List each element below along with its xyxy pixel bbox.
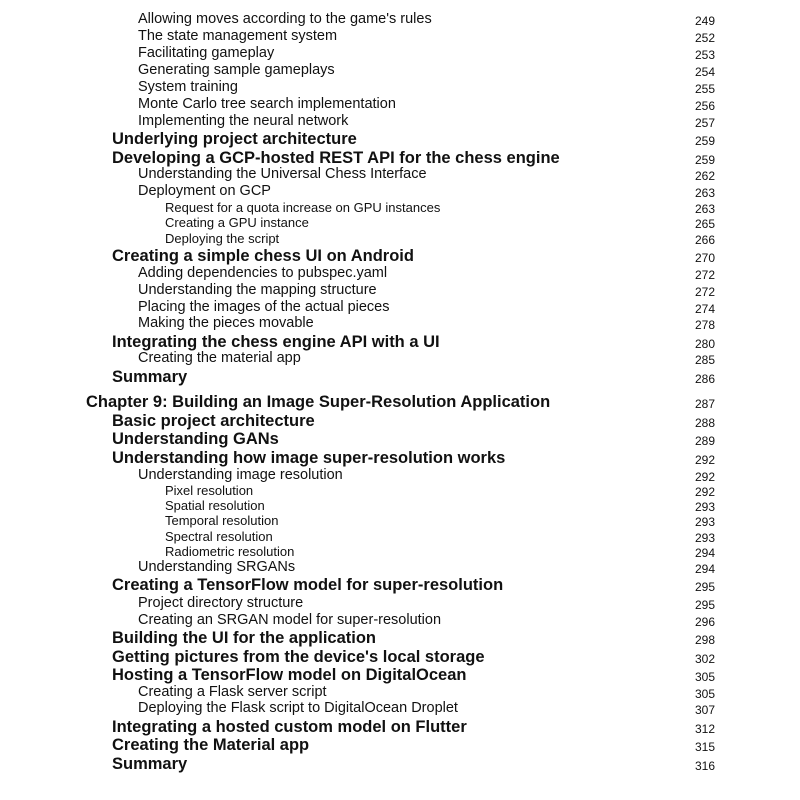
toc-entry-page-number: 293 (694, 531, 715, 545)
toc-entry-title: Implementing the neural network (138, 113, 349, 129)
toc-entry-title: Summary (112, 755, 188, 773)
toc-entry-title: System training (138, 79, 238, 95)
toc-entry-page-number: 305 (694, 687, 715, 701)
toc-entry-page-number: 288 (694, 416, 715, 430)
toc-entry-title: Generating sample gameplays (138, 62, 335, 78)
toc-entry-title: Getting pictures from the device's local storage (112, 648, 485, 666)
toc-entry-title: Integrating the chess engine API with a UI (112, 333, 440, 351)
toc-entry-title: Temporal resolution (165, 513, 279, 528)
toc-entry-page-number: 295 (694, 598, 715, 612)
toc-entry-page-number: 295 (694, 580, 715, 594)
toc-entry-title: Creating a Flask server script (138, 684, 327, 700)
toc-entry-page-number: 292 (694, 470, 715, 484)
toc-entry-page-number: 307 (694, 703, 715, 717)
toc-entry-title: Understanding how image super-resolution works (112, 449, 506, 467)
toc-entry-page-number: 272 (694, 268, 715, 282)
toc-entry-page-number: 294 (694, 546, 715, 560)
toc-entry-title: Deployment on GCP (138, 183, 271, 199)
toc-entry-title: Understanding the mapping structure (138, 282, 377, 298)
toc-entry-title: Integrating a hosted custom model on Flutter (112, 718, 467, 736)
toc-entry-title: Placing the images of the actual pieces (138, 299, 390, 315)
toc-entry-page-number: 266 (694, 233, 715, 247)
toc-entry-page-number: 263 (694, 202, 715, 216)
toc-entry-page-number: 272 (694, 285, 715, 299)
toc-entry-page-number: 274 (694, 302, 715, 316)
toc-entry-page-number: 256 (694, 99, 715, 113)
toc-entry-page-number: 294 (694, 562, 715, 576)
toc-entry-page-number: 278 (694, 318, 715, 332)
toc-entry-page-number: 289 (694, 434, 715, 448)
toc-entry-title: Creating a simple chess UI on Android (112, 247, 414, 265)
toc-entry-page-number: 285 (694, 353, 715, 367)
toc-entry-title: Monte Carlo tree search implementation (138, 96, 396, 112)
toc-entry-title: Spectral resolution (165, 529, 273, 544)
toc-entry-title: Allowing moves according to the game's rules (138, 11, 432, 27)
toc-entry-title: Chapter 9: Building an Image Super-Resolution Application (86, 393, 551, 411)
toc-entry-title: Underlying project architecture (112, 130, 357, 148)
toc-entry-title: Creating the Material app (112, 736, 310, 754)
toc-entry-page-number: 253 (694, 48, 715, 62)
toc-entry-page-number: 249 (694, 14, 715, 28)
toc-entry-title: Radiometric resolution (165, 544, 295, 559)
toc-entry-page-number: 305 (694, 670, 715, 684)
toc-entry-page-number: 252 (694, 31, 715, 45)
toc-entry-title: Creating an SRGAN model for super-resolution (138, 612, 442, 628)
toc-entry-title: Hosting a TensorFlow model on DigitalOcean (112, 666, 467, 684)
toc-entry-title: Understanding the Universal Chess Interface (138, 166, 427, 182)
toc-entry-title: Understanding SRGANs (138, 559, 296, 575)
toc-entry-title: Summary (112, 368, 188, 386)
toc-entry-page-number: 315 (694, 740, 715, 754)
toc-entry-page-number: 259 (694, 134, 715, 148)
toc-entry-title: Deploying the Flask script to DigitalOcean Droplet (138, 700, 458, 716)
toc-entry-title: Project directory structure (138, 595, 304, 611)
toc-entry-page-number: 255 (694, 82, 715, 96)
toc-entry-page-number: 262 (694, 169, 715, 183)
toc-entry-page-number: 286 (694, 372, 715, 386)
toc-entry-title: Deploying the script (165, 231, 280, 246)
toc-entry-page-number: 293 (694, 515, 715, 529)
toc-entry-page-number: 316 (694, 759, 715, 773)
toc-entry-page-number: 292 (694, 453, 715, 467)
toc-entry-title: Creating a GPU instance (165, 215, 309, 230)
toc-entry-page-number: 296 (694, 615, 715, 629)
toc-entry-page-number: 293 (694, 500, 715, 514)
toc-entry-title: Developing a GCP-hosted REST API for the chess engine (112, 149, 560, 167)
toc-entry-page-number: 280 (694, 337, 715, 351)
toc-entry-page-number: 254 (694, 65, 715, 79)
toc-entry-page-number: 292 (694, 485, 715, 499)
toc-entry-page-number: 298 (694, 633, 715, 647)
toc-entry-title: Pixel resolution (165, 483, 254, 498)
toc-entry-page-number: 287 (694, 397, 715, 411)
toc-entry-page-number: 270 (694, 251, 715, 265)
toc-entry-title: The state management system (138, 28, 338, 44)
toc-entry-page-number: 263 (694, 186, 715, 200)
toc-entry-title: Building the UI for the application (112, 629, 376, 647)
toc-entry-title: Adding dependencies to pubspec.yaml (138, 265, 388, 281)
toc-entry-page-number: 265 (694, 217, 715, 231)
toc-entry-title: Spatial resolution (165, 498, 265, 513)
toc-entry-title: Understanding GANs (112, 430, 279, 448)
toc-entry-page-number: 259 (694, 153, 715, 167)
toc-entry-title: Understanding image resolution (138, 467, 343, 483)
toc-entry-title: Making the pieces movable (138, 315, 314, 331)
toc-entry-title: Creating the material app (138, 350, 301, 366)
toc-entry-title: Basic project architecture (112, 412, 315, 430)
toc-entry-page-number: 302 (694, 652, 715, 666)
toc-entry-page-number: 257 (694, 116, 715, 130)
toc-entry-page-number: 312 (694, 722, 715, 736)
toc-entry-title: Creating a TensorFlow model for super-resolution (112, 576, 504, 594)
toc-entry-title: Request for a quota increase on GPU instances (165, 200, 441, 215)
toc-entry-title: Facilitating gameplay (138, 45, 275, 61)
